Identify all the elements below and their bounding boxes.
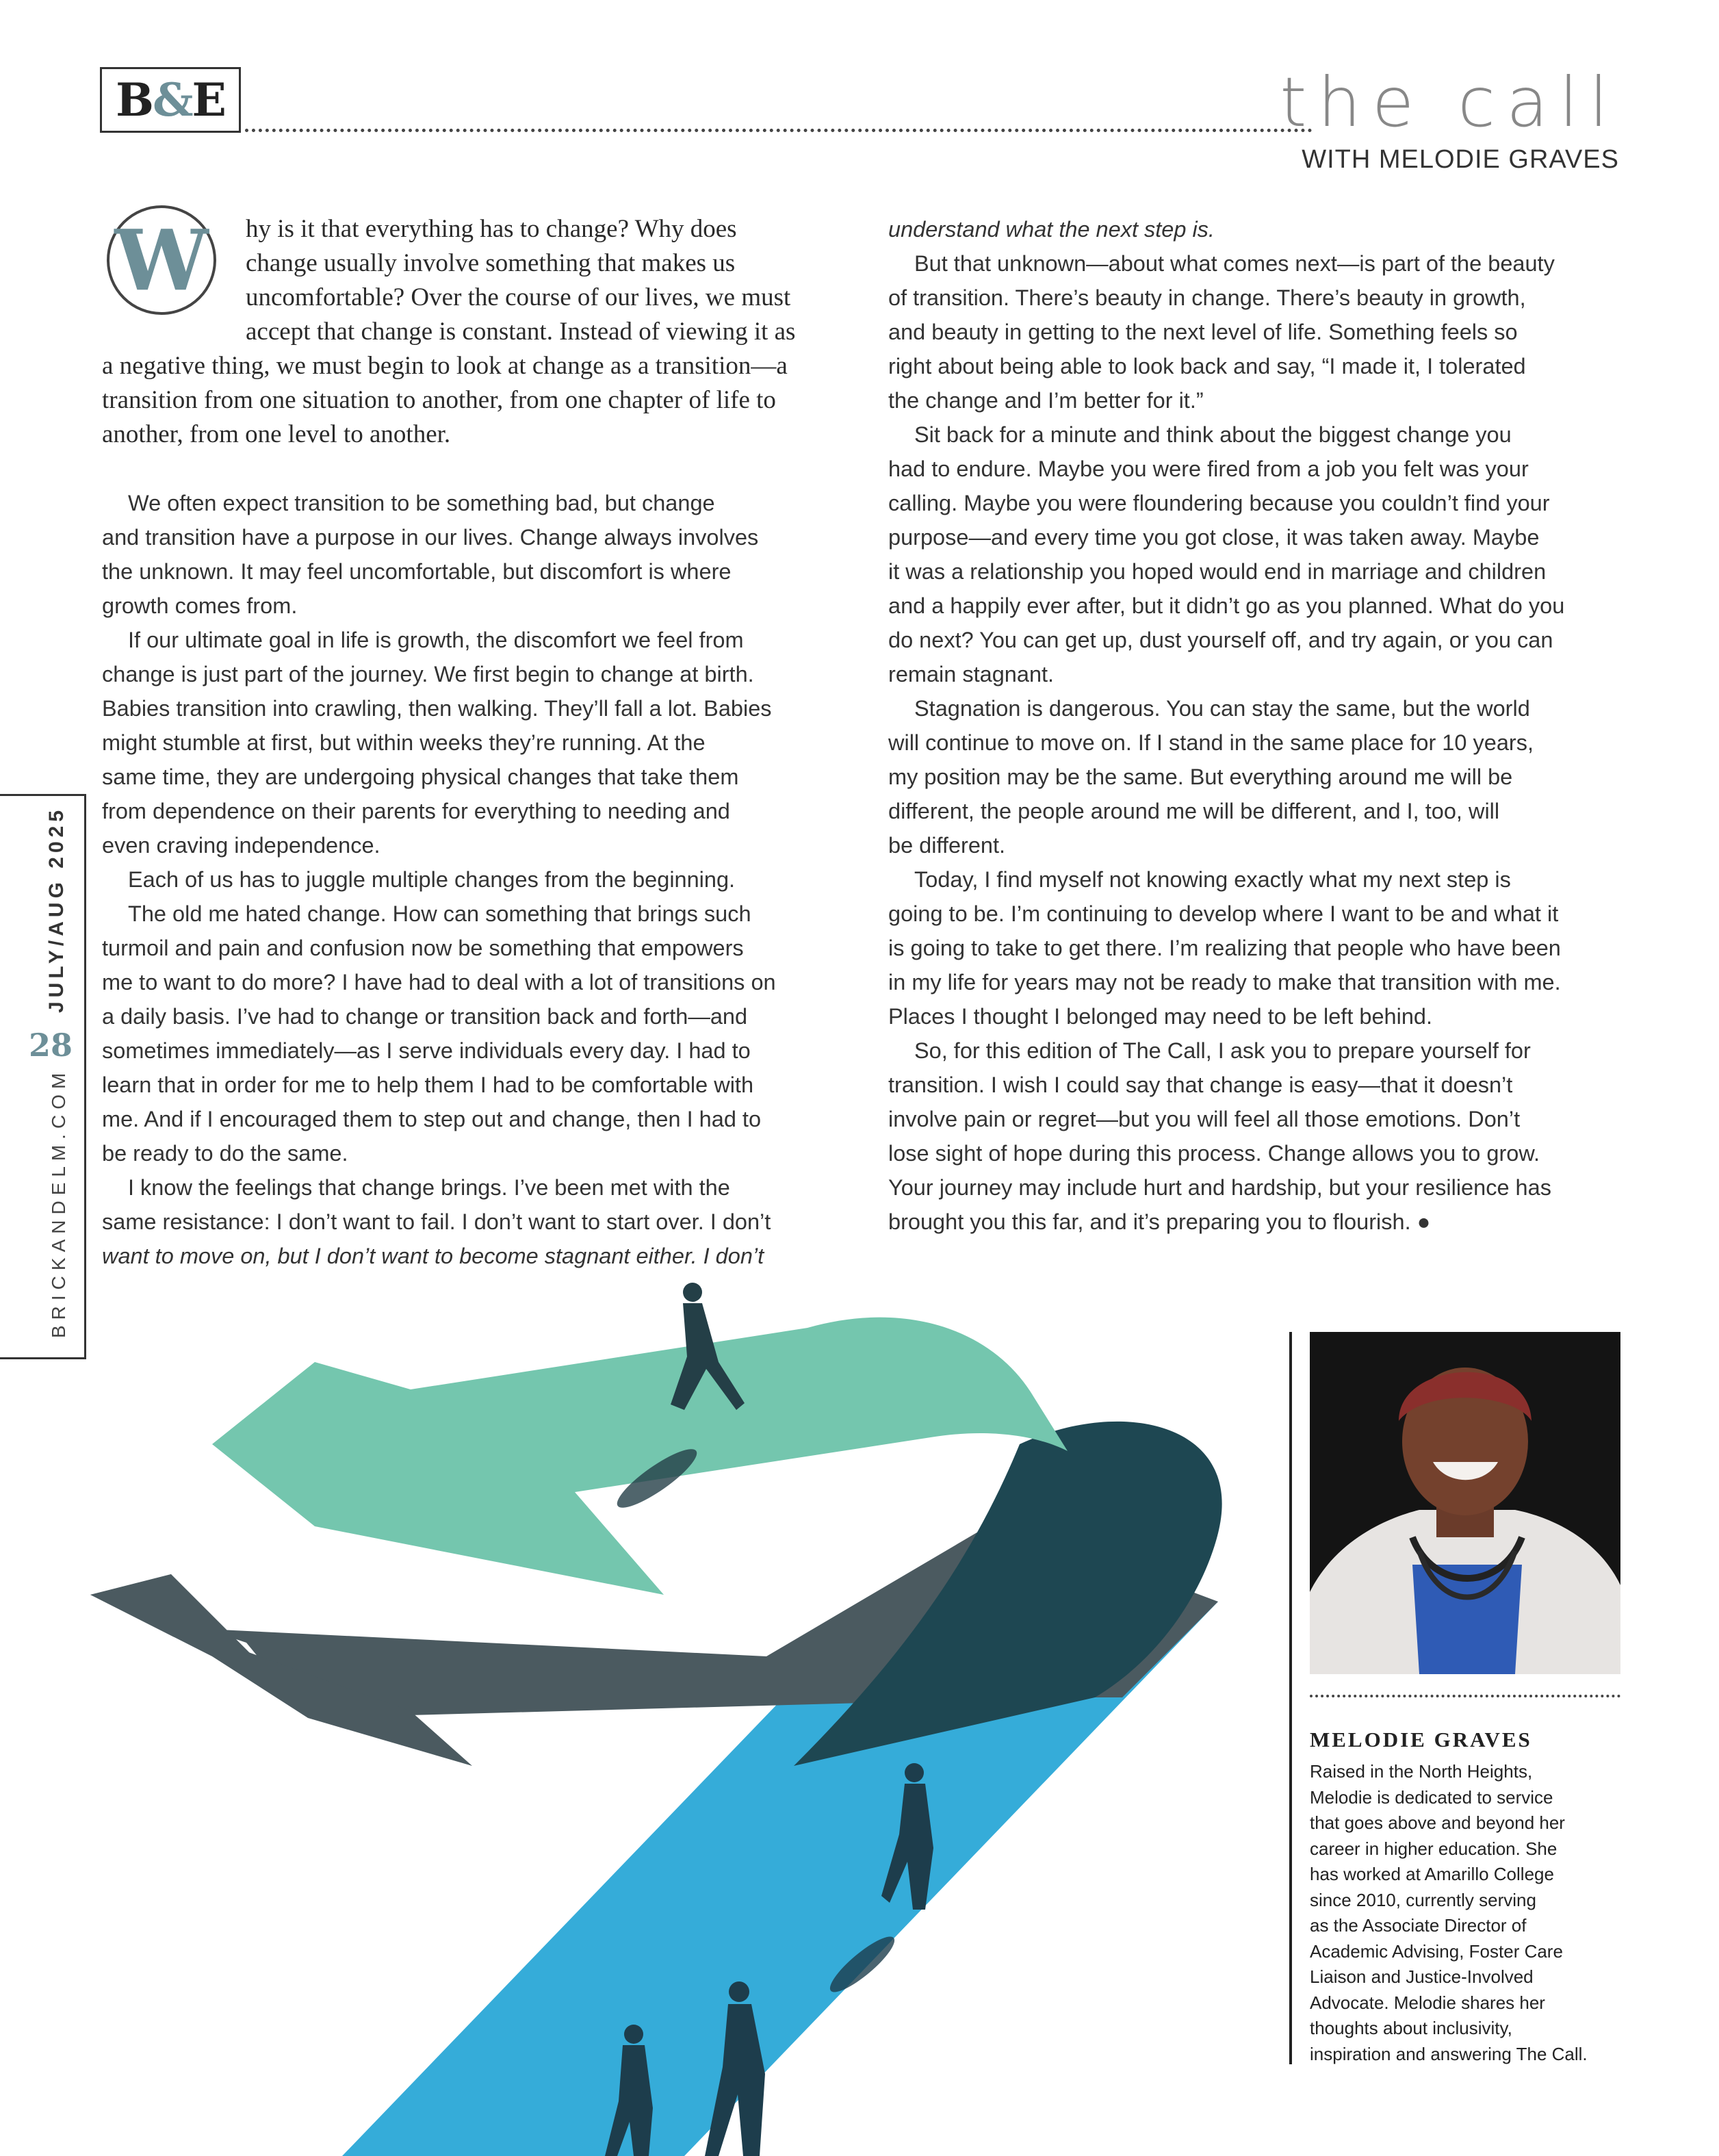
- body-line: it was a relationship you hoped would end in marriage and children: [888, 559, 1547, 584]
- lead-line: another, from one level to another.: [102, 420, 451, 448]
- body-line: the change and I’m better for it.”: [888, 388, 1204, 413]
- bio-line: Liaison and Justice-Involved: [1310, 1966, 1534, 1987]
- sidebar-frame: [0, 794, 86, 1359]
- bio-dotted-rule: [1310, 1695, 1620, 1697]
- body-line: Babies transition into crawling, then walking. They’ll fall a lot. Babies: [102, 696, 772, 721]
- body-line: growth comes from.: [102, 593, 298, 618]
- arrow-green-band: [212, 1318, 1068, 1595]
- bio-line: Advocate. Melodie shares her: [1310, 1992, 1545, 2013]
- lead-line: a negative thing, we must begin to look at change as a transition—a: [102, 352, 788, 380]
- lead-line: accept that change is constant. Instead of viewing it as: [246, 318, 796, 346]
- body-line: learn that in order for me to help them I had to be comfortable with: [102, 1073, 754, 1097]
- body-line: different, the people around me will be different, and I, too, will: [888, 799, 1500, 823]
- page-number: 28: [29, 1027, 73, 1064]
- arrow-gray-head: [90, 1574, 253, 1656]
- body-line: change is just part of the journey. We first begin to change at birth.: [102, 662, 754, 686]
- bio-line: career in higher education. She: [1310, 1838, 1558, 1859]
- logo-letter-e: E: [192, 73, 225, 127]
- bio-line: inspiration and answering The Call.: [1310, 2043, 1588, 2064]
- bio-line: Raised in the North Heights,: [1310, 1761, 1533, 1782]
- body-line: me. And if I encouraged them to step out and change, then I had to: [102, 1107, 762, 1131]
- bio-line: Melodie is dedicated to service: [1310, 1786, 1553, 1808]
- body-line: Each of us has to juggle multiple changes from the beginning.: [128, 867, 736, 892]
- author-photo: [1310, 1332, 1620, 1674]
- body-line: might stumble at first, but within weeks they’re running. At the: [102, 730, 706, 755]
- body-line: be ready to do the same.: [102, 1141, 348, 1166]
- column-subtitle: WITH MELODIE GRAVES: [1302, 145, 1619, 174]
- body-line: Places I thought I belonged may need to be left behind.: [888, 1004, 1433, 1029]
- arrow-dark-fold: [794, 1422, 1222, 1766]
- article-column-2: [888, 212, 1620, 1239]
- bio-line: thoughts about inclusivity,: [1310, 2018, 1512, 2038]
- website-url[interactable]: BRICKANDELM.COM: [48, 1067, 69, 1338]
- body-line: and transition have a purpose in our lives. Change always involves: [102, 525, 759, 550]
- body-line: same time, they are undergoing physical changes that take them: [102, 765, 739, 789]
- body-line: and a happily ever after, but it didn’t go as you planned. What do you: [888, 593, 1565, 618]
- body-line: is going to take to get there. I’m realizing that people who have been: [888, 936, 1561, 960]
- body-line: understand what the next step is.: [888, 217, 1215, 242]
- body-line: brought you this far, and it’s preparing you to flourish. ●: [888, 1209, 1431, 1234]
- logo-ampersand: &: [152, 73, 192, 127]
- bio-divider: [1289, 1332, 1292, 2064]
- bio-line: since 2010, currently serving: [1310, 1889, 1536, 1910]
- body-line: transition. I wish I could say that change is easy—that it doesn’t: [888, 1073, 1513, 1097]
- body-line: But that unknown—about what comes next—is part of the beauty: [914, 251, 1555, 276]
- article-column-1: [102, 486, 827, 1273]
- body-line: and beauty in getting to the next level of life. Something feels so: [888, 320, 1518, 344]
- body-line: purpose—and every time you got close, it was taken away. Maybe: [888, 525, 1540, 550]
- body-line: from dependence on their parents for everything to needing and: [102, 799, 730, 823]
- header-dotted-rule: [245, 129, 1313, 132]
- bio-line: that goes above and beyond her: [1310, 1812, 1565, 1833]
- bio-line: has worked at Amarillo College: [1310, 1864, 1554, 1884]
- body-line: my position may be the same. But everything around me will be: [888, 765, 1513, 789]
- body-line: sometimes immediately—as I serve individuals every day. I had to: [102, 1038, 751, 1063]
- body-line: So, for this edition of The Call, I ask you to prepare yourself for: [914, 1038, 1531, 1063]
- body-line: Sit back for a minute and think about the biggest change you: [914, 422, 1512, 447]
- body-line: Today, I find myself not knowing exactly what my next step is: [914, 867, 1511, 892]
- body-line: same resistance: I don’t want to fail. I don’t want to start over. I don’t: [102, 1209, 771, 1234]
- body-line: involve pain or regret—but you will feel all those emotions. Don’t: [888, 1107, 1521, 1131]
- body-line: Your journey may include hurt and hardship, but your resilience has: [888, 1175, 1551, 1200]
- article-lead: [102, 212, 814, 452]
- body-line: turmoil and pain and confusion now be something that empowers: [102, 936, 744, 960]
- body-line: We often expect transition to be something bad, but change: [128, 491, 715, 515]
- lead-line: uncomfortable? Over the course of our lives, we must: [246, 283, 791, 311]
- body-line: lose sight of hope during this process. Change allows you to grow.: [888, 1141, 1540, 1166]
- transition-arrow-illustration: [82, 1273, 1232, 2156]
- body-line: had to endure. Maybe you were fired from a job you felt was your: [888, 457, 1529, 481]
- portrait-image: [1310, 1332, 1620, 1674]
- bio-line: as the Associate Director of: [1310, 1915, 1527, 1936]
- magazine-logo: [100, 67, 241, 133]
- bio-line: Academic Advising, Foster Care: [1310, 1940, 1563, 1962]
- body-line: right about being able to look back and say, “I made it, I tolerated: [888, 354, 1526, 378]
- issue-date: JULY/AUG 2025: [45, 806, 68, 1013]
- body-line: the unknown. It may feel uncomfortable, but discomfort is where: [102, 559, 732, 584]
- body-line: Stagnation is dangerous. You can stay the same, but the world: [914, 696, 1530, 721]
- body-line: going to be. I’m continuing to develop where I want to be and what it: [888, 901, 1559, 926]
- column-title: the call: [1280, 62, 1619, 142]
- body-line: be different.: [888, 833, 1006, 858]
- body-line: in my life for years may not be ready to make that transition with me.: [888, 970, 1561, 994]
- bio-text: [1310, 1759, 1625, 2067]
- lead-line: change usually involve something that makes us: [246, 249, 736, 277]
- body-line: a daily basis. I’ve had to change or transition back and forth—and: [102, 1004, 748, 1029]
- body-line: The old me hated change. How can something that brings such: [128, 901, 751, 926]
- body-line: me to want to do more? I have had to deal with a lot of transitions on: [102, 970, 776, 994]
- body-line: calling. Maybe you were floundering because you couldn’t find your: [888, 491, 1550, 515]
- body-line: I know the feelings that change brings. I’ve been met with the: [128, 1175, 730, 1200]
- body-line: will continue to move on. If I stand in the same place for 10 years,: [888, 730, 1534, 755]
- logo-letter-b: B: [116, 73, 153, 127]
- body-line: even craving independence.: [102, 833, 380, 858]
- body-line: remain stagnant.: [888, 662, 1055, 686]
- bio-name: MELODIE GRAVES: [1310, 1728, 1532, 1751]
- body-line: of transition. There’s beauty in change. There’s beauty in growth,: [888, 285, 1526, 310]
- lead-line: transition from one situation to another, from one chapter of life to: [102, 386, 776, 414]
- body-line: If our ultimate goal in life is growth, the discomfort we feel from: [128, 628, 744, 652]
- drop-cap: W: [107, 205, 216, 315]
- body-line: want to move on, but I don’t want to become stagnant either. I don’t: [102, 1244, 764, 1268]
- lead-line: hy is it that everything has to change? Why does: [246, 215, 737, 243]
- body-line: do next? You can get up, dust yourself off, and try again, or you can: [888, 628, 1553, 652]
